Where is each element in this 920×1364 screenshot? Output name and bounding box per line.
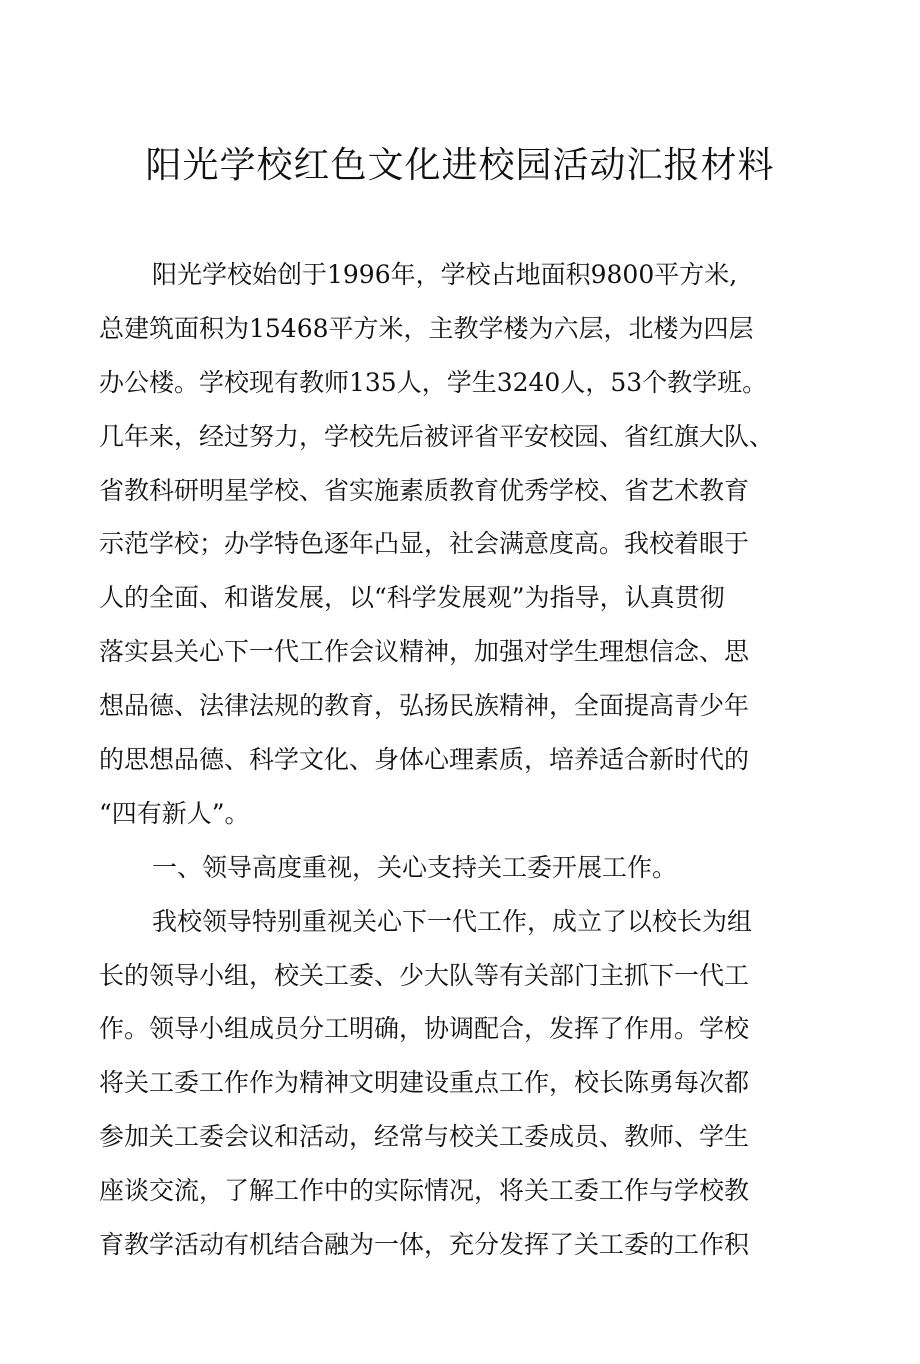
text-line: 将关工委工作作为精神文明建设重点工作，校长陈勇每次都 <box>99 1068 750 1098</box>
text-line: 阳光学校始创于1996年，学校占地面积9800平方米, <box>152 260 738 289</box>
document-title: 阳光学校红色文化进校园活动汇报材料 <box>145 145 775 186</box>
text-line: 参加关工委会议和活动，经常与校关工委成员、教师、学生 <box>99 1122 750 1152</box>
text-line: “四有新人”。 <box>99 798 250 828</box>
text-line: 几年来，经过努力，学校先后被评省平安校园、省红旗大队、 <box>99 421 775 451</box>
text-line: 省教科研明星学校、省实施素质教育优秀学校、省艺术教育 <box>99 475 750 505</box>
text-line: 座谈交流，了解工作中的实际情况，将关工委工作与学校教 <box>99 1176 750 1206</box>
text-line: 我校领导特别重视关心下一代工作，成立了以校长为组 <box>152 906 753 936</box>
document-body <box>99 248 799 1272</box>
text-line: 示范学校；办学特色逐年凸显，社会满意度高。我校着眼于 <box>99 529 750 559</box>
text-line: 总建筑面积为15468平方米，主教学楼为六层，北楼为四层 <box>99 313 754 343</box>
text-line: 想品德、法律法规的教育，弘扬民族精神，全面提高青少年 <box>99 691 750 721</box>
text-line: 作。领导小组成员分工明确，协调配合，发挥了作用。学校 <box>99 1014 750 1044</box>
text-line: 的思想品德、科学文化、身体心理素质，培养适合新时代的 <box>99 745 750 775</box>
text-line: 落实县关心下一代工作会议精神，加强对学生理想信念、思 <box>99 637 750 667</box>
text-line: 长的领导小组，校关工委、少大队等有关部门主抓下一代工 <box>99 960 750 990</box>
text-line: 育教学活动有机结合融为一体，充分发挥了关工委的工作积 <box>99 1230 750 1260</box>
text-line: 办公楼。学校现有教师135人，学生3240人，53个教学班。 <box>99 367 768 397</box>
text-line: 人的全面、和谐发展，以“科学发展观”为指导，认真贯彻 <box>99 583 725 613</box>
text-line: 一、领导高度重视，关心支持关工委开展工作。 <box>152 852 678 882</box>
